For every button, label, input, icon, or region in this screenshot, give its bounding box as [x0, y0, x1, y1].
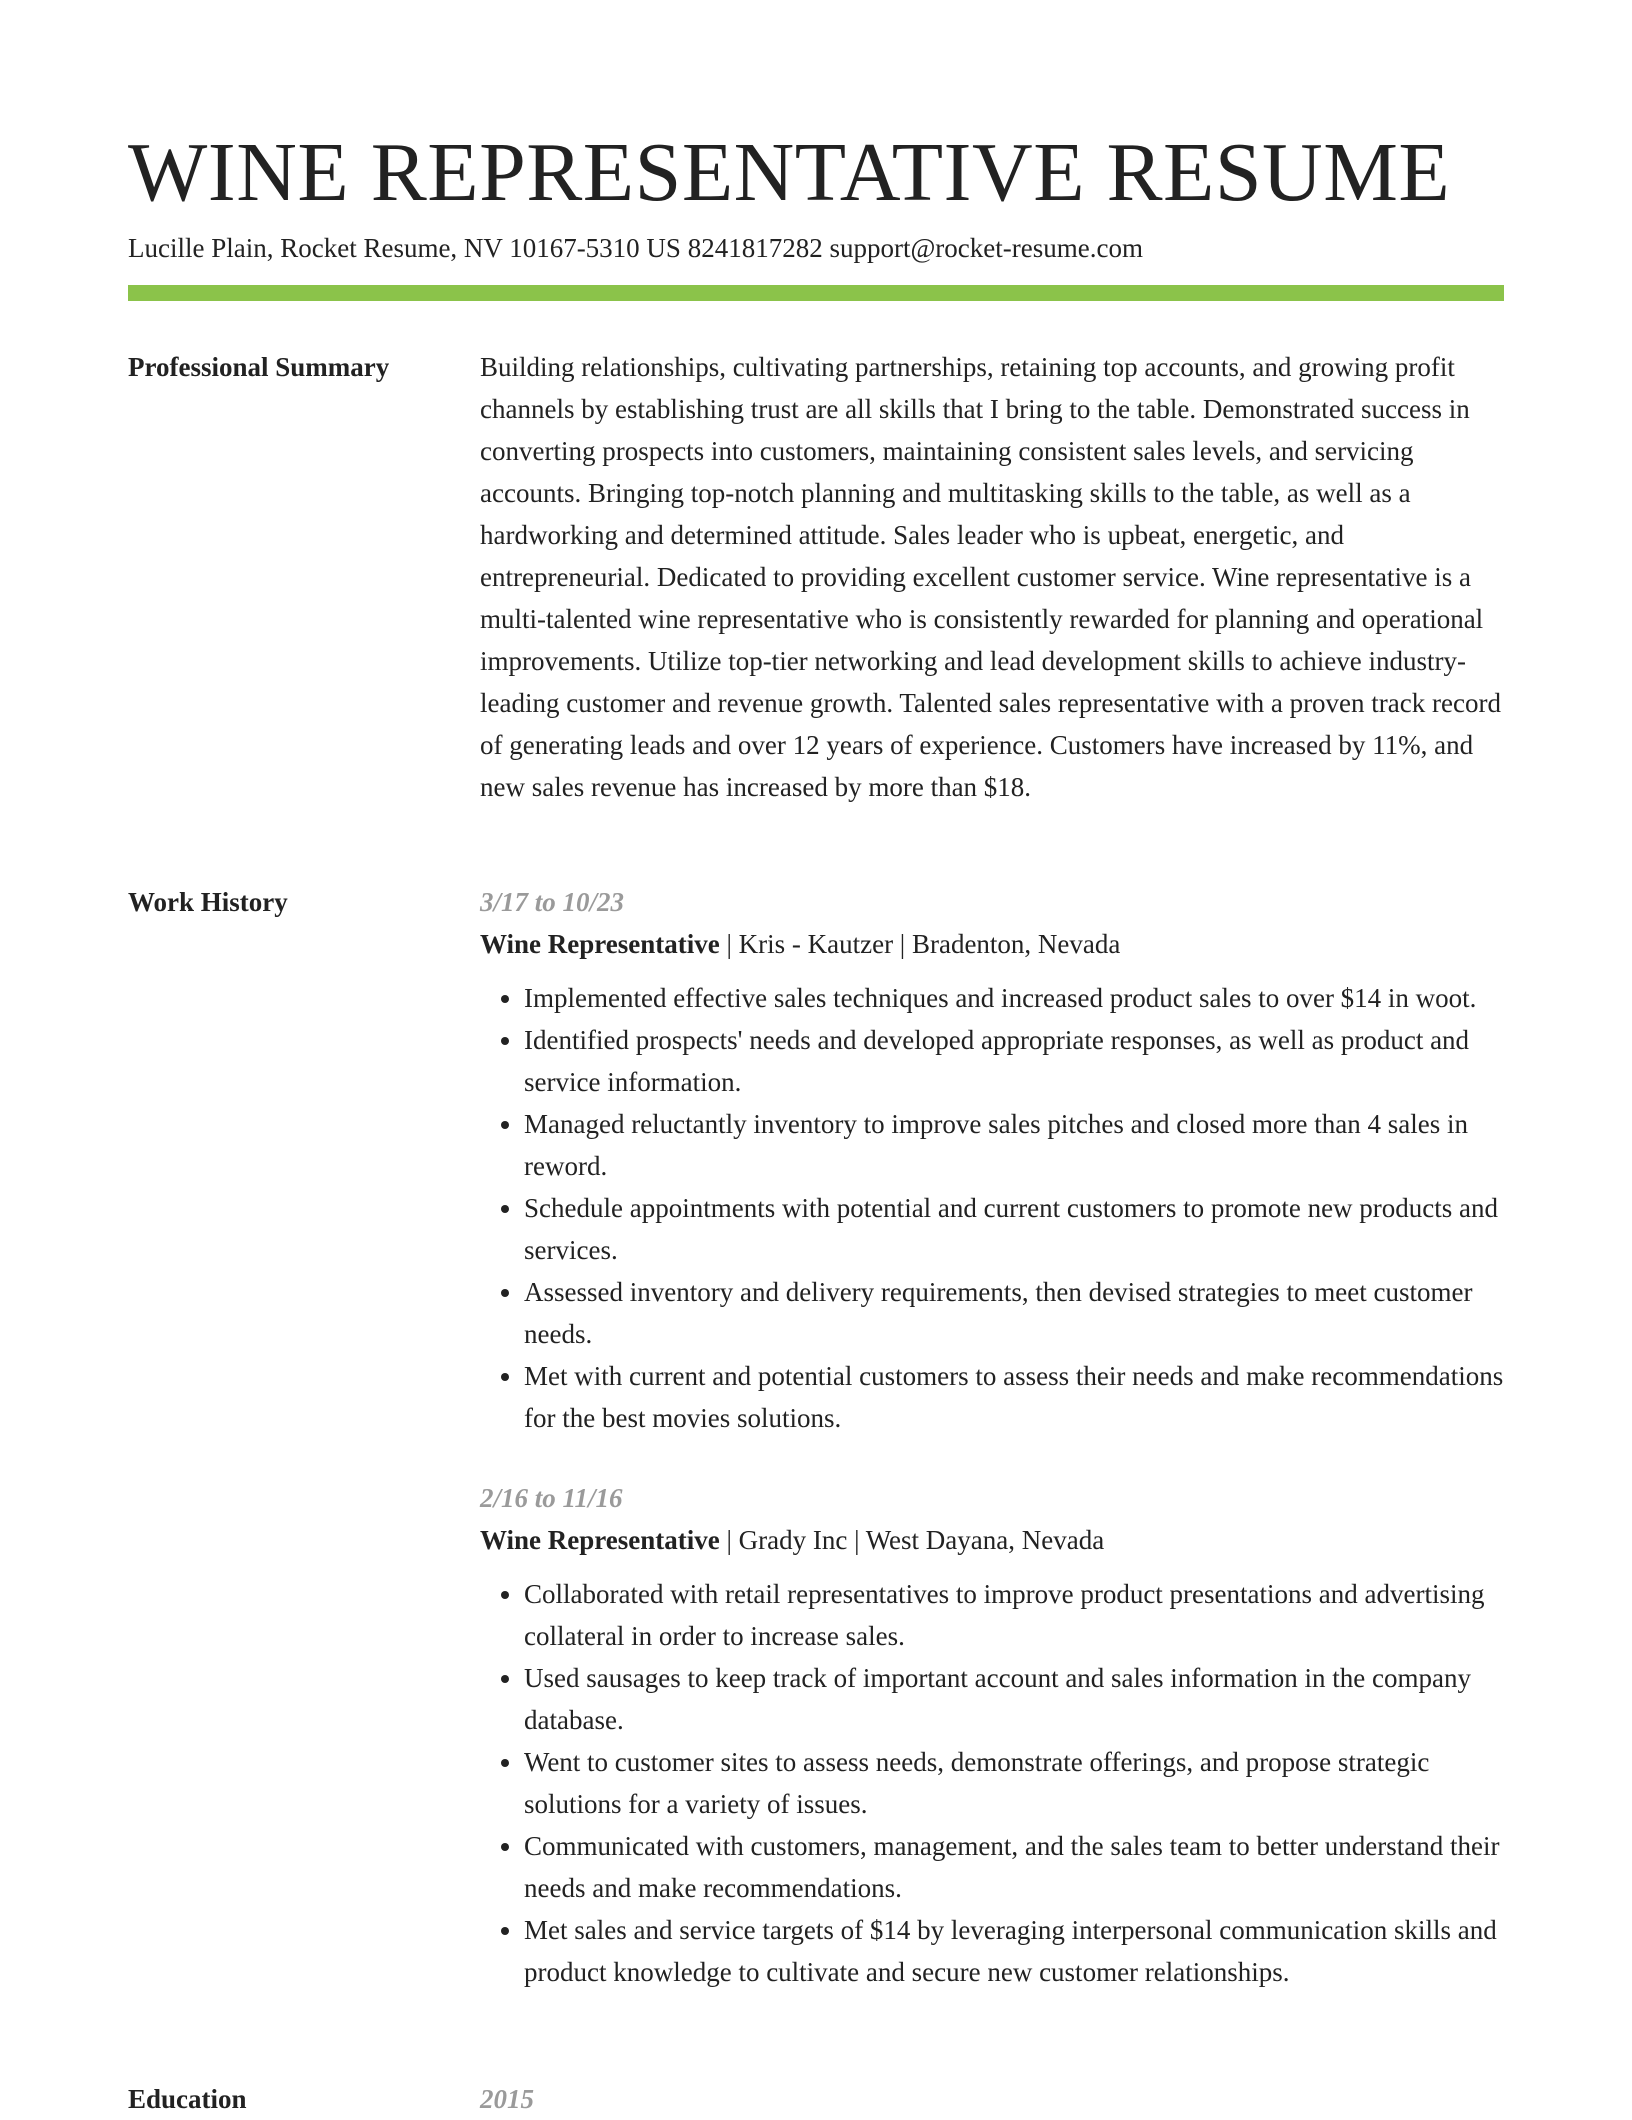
- job-title: Wine Representative: [480, 929, 720, 959]
- job-bullet-list: [480, 977, 1504, 1439]
- job-entry: [480, 1477, 1504, 1993]
- job-bullet: • Used sausages to keep track of important account and sales information in the company database.: [524, 1657, 1504, 1741]
- job-bullet: • Implemented effective sales techniques and increased product sales to over $14 in woot.: [524, 977, 1504, 1019]
- job-dates: 2/16 to 11/16: [480, 1483, 623, 1513]
- job-entry: [480, 881, 1504, 1439]
- education-dates: 2015: [480, 2084, 534, 2114]
- education-body: [480, 2078, 1504, 2120]
- section-label-summary: Professional Summary: [128, 352, 390, 382]
- resume-title: WINE REPRESENTATIVE RESUME: [128, 126, 1451, 219]
- job-bullet: • Went to customer sites to assess needs, demonstrate offerings, and propose strategic solutions for a variety of issues.: [524, 1741, 1504, 1825]
- job-bullet: • Met with current and potential customers to assess their needs and make recommendations for the best movies solutions.: [524, 1355, 1504, 1439]
- job-title: Wine Representative: [480, 1525, 720, 1555]
- section-label-work-history: Work History: [128, 887, 288, 917]
- section-label-education: Education: [128, 2084, 247, 2114]
- job-bullet-list: [480, 1573, 1504, 1993]
- work-history-body: [480, 881, 1504, 2031]
- contact-line: Lucille Plain, Rocket Resume, NV 10167-5310 US 8241817282 support@rocket-resume.com: [128, 233, 1143, 263]
- header-divider: [128, 285, 1504, 301]
- job-bullet: • Identified prospects' needs and developed appropriate responses, as well as product and service information.: [524, 1019, 1504, 1103]
- summary-body: [480, 346, 1504, 808]
- job-bullet: • Managed reluctantly inventory to improve sales pitches and closed more than 4 sales in reword.: [524, 1103, 1504, 1187]
- job-bullet: • Collaborated with retail representatives to improve product presentations and advertising collateral in order to increase sales.: [524, 1573, 1504, 1657]
- job-bullet: • Met sales and service targets of $14 by leveraging interpersonal communication skills and product knowledge to cultivate and secure new customer relationships.: [524, 1909, 1504, 1993]
- job-details: | Grady Inc | West Dayana, Nevada: [719, 1525, 1105, 1555]
- job-details: | Kris - Kautzer | Bradenton, Nevada: [719, 929, 1121, 959]
- job-bullet: • Assessed inventory and delivery requirements, then devised strategies to meet customer needs.: [524, 1271, 1504, 1355]
- job-bullet: • Communicated with customers, management, and the sales team to better understand their needs and make recommendations.: [524, 1825, 1504, 1909]
- summary-text: Building relationships, cultivating partnerships, retaining top accounts, and growing profit channels by establishing trust are all skills that I bring to the table. Demonstrated success in converting prospects into customers, maintaining consistent sales levels, and servicing accounts. Bringing top-notch planning and multitasking skills to the table, as well as a hardworking and determined attitude. Sales leader who is upbeat, energetic, and entrepreneurial. Dedicated to providing excellent customer service. Wine representative is a multi-talented wine representative who is consistently rewarded for planning and operational improvements. Utilize top-tier networking and lead development skills to achieve industry-leading customer and revenue growth. Talented sales representative with a proven track record of generating leads and over 12 years of experience. Customers have increased by 11%, and new sales revenue has increased by more than $18.: [480, 352, 1501, 802]
- job-heading: [480, 1519, 1504, 1561]
- job-bullet: • Schedule appointments with potential and current customers to promote new products and services.: [524, 1187, 1504, 1271]
- job-heading: [480, 923, 1504, 965]
- job-dates: 3/17 to 10/23: [480, 887, 625, 917]
